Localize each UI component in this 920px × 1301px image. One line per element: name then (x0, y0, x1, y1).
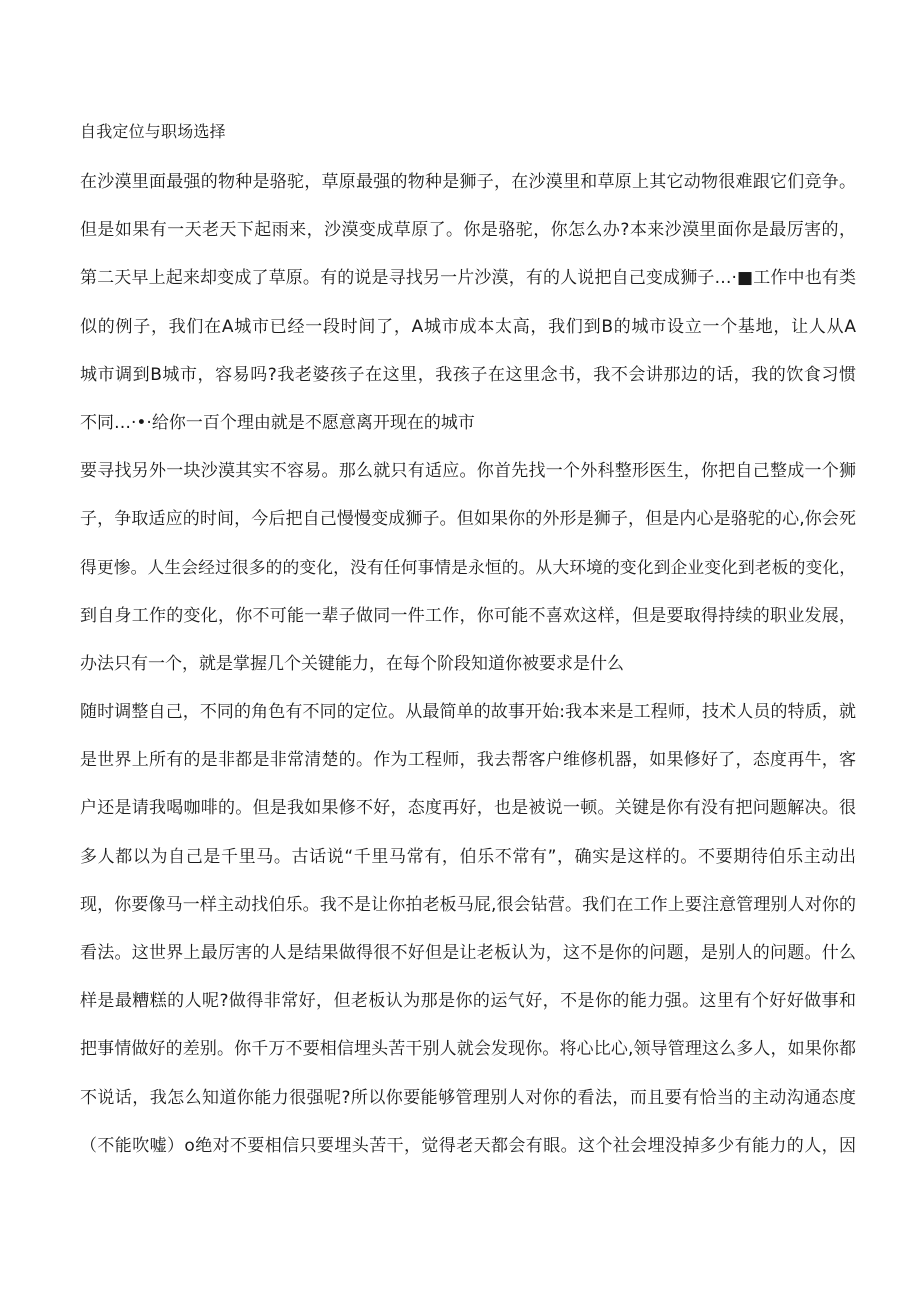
paragraph-line: 在沙漠里面最强的物种是骆驼，草原最强的物种是狮子，在沙漠里和草原上其它动物很难跟它们竞争。 (80, 172, 856, 192)
paragraph-line: 得更惨。人生会经过很多的的变化，没有任何事情是永恒的。从大环境的变化到企业变化到老板的变化， (80, 557, 856, 577)
paragraph-line: 多人都以为自己是千里马。古话说“千里马常有，伯乐不常有”，确实是这样的。不要期待伯乐主动出 (80, 847, 856, 867)
paragraph-line: 要寻找另外一块沙漠其实不容易。那么就只有适应。你首先找一个外科整形医生，你把自己整成一个狮 (80, 461, 856, 481)
paragraph-line: 不说话，我怎么知道你能力很强呢?所以你要能够管理别人对你的看法，而且要有恰当的主动沟通态度 (80, 1088, 856, 1108)
paragraph-line: 城市调到B城市，容易吗?我老婆孩子在这里，我孩子在这里念书，我不会讲那边的话，我的饮食习惯 (80, 365, 856, 385)
paragraph-line: 第二天早上起来却变成了草原。有的说是寻找另一片沙漠，有的人说把自己变成狮子…·■工作中也有类 (80, 268, 856, 288)
paragraph-line: 子，争取适应的时间，今后把自己慢慢变成狮子。但如果你的外形是狮子，但是内心是骆驼的心,你会死 (80, 509, 856, 529)
paragraph-line: 样是最糟糕的人呢?做得非常好，但老板认为那是你的运气好，不是你的能力强。这里有个好好做事和 (80, 991, 856, 1011)
paragraph-line: 到自身工作的变化，你不可能一辈子做同一件工作，你可能不喜欢这样，但是要取得持续的职业发展， (80, 606, 856, 626)
paragraph-line: 看法。这世界上最厉害的人是结果做得很不好但是让老板认为，这不是你的问题，是别人的问题。什么 (80, 943, 856, 963)
paragraph-line: 随时调整自己，不同的角色有不同的定位。从最简单的故事开始:我本来是工程师，技术人员的特质，就 (80, 702, 856, 722)
paragraph-line: 不同…·•·给你一百个理由就是不愿意离开现在的城市 (80, 413, 475, 433)
document-title: 自我定位与职场选择 (80, 122, 226, 141)
paragraph-line: 但是如果有一天老天下起雨来，沙漠变成草原了。你是骆驼，你怎么办?本来沙漠里面你是最厉害的， (80, 220, 856, 240)
paragraph-line: 办法只有一个，就是掌握几个关键能力，在每个阶段知道你被要求是什么 (80, 654, 624, 674)
paragraph-line: 现，你要像马一样主动找伯乐。我不是让你拍老板马屁,很会钻营。我们在工作上要注意管理别人对你的 (80, 895, 856, 915)
paragraph-line: 似的例子，我们在A城市已经一段时间了，A城市成本太高，我们到B的城市设立一个基地，让人从A (80, 317, 856, 337)
paragraph-line: 把事情做好的差别。你千万不要相信埋头苦干别人就会发现你。将心比心,领导管理这么多人，如果你都 (80, 1039, 856, 1059)
paragraph-line: 是世界上所有的是非都是非常清楚的。作为工程师，我去帮客户维修机器，如果修好了，态度再牛，客 (80, 750, 856, 770)
paragraph-line: 户还是请我喝咖啡的。但是我如果修不好，态度再好，也是被说一顿。关键是你有没有把问题解决。很 (80, 798, 856, 818)
paragraph-line: （不能吹嘘）o绝对不要相信只要埋头苦干，觉得老天都会有眼。这个社会埋没掉多少有能力的人，因 (80, 1136, 856, 1156)
